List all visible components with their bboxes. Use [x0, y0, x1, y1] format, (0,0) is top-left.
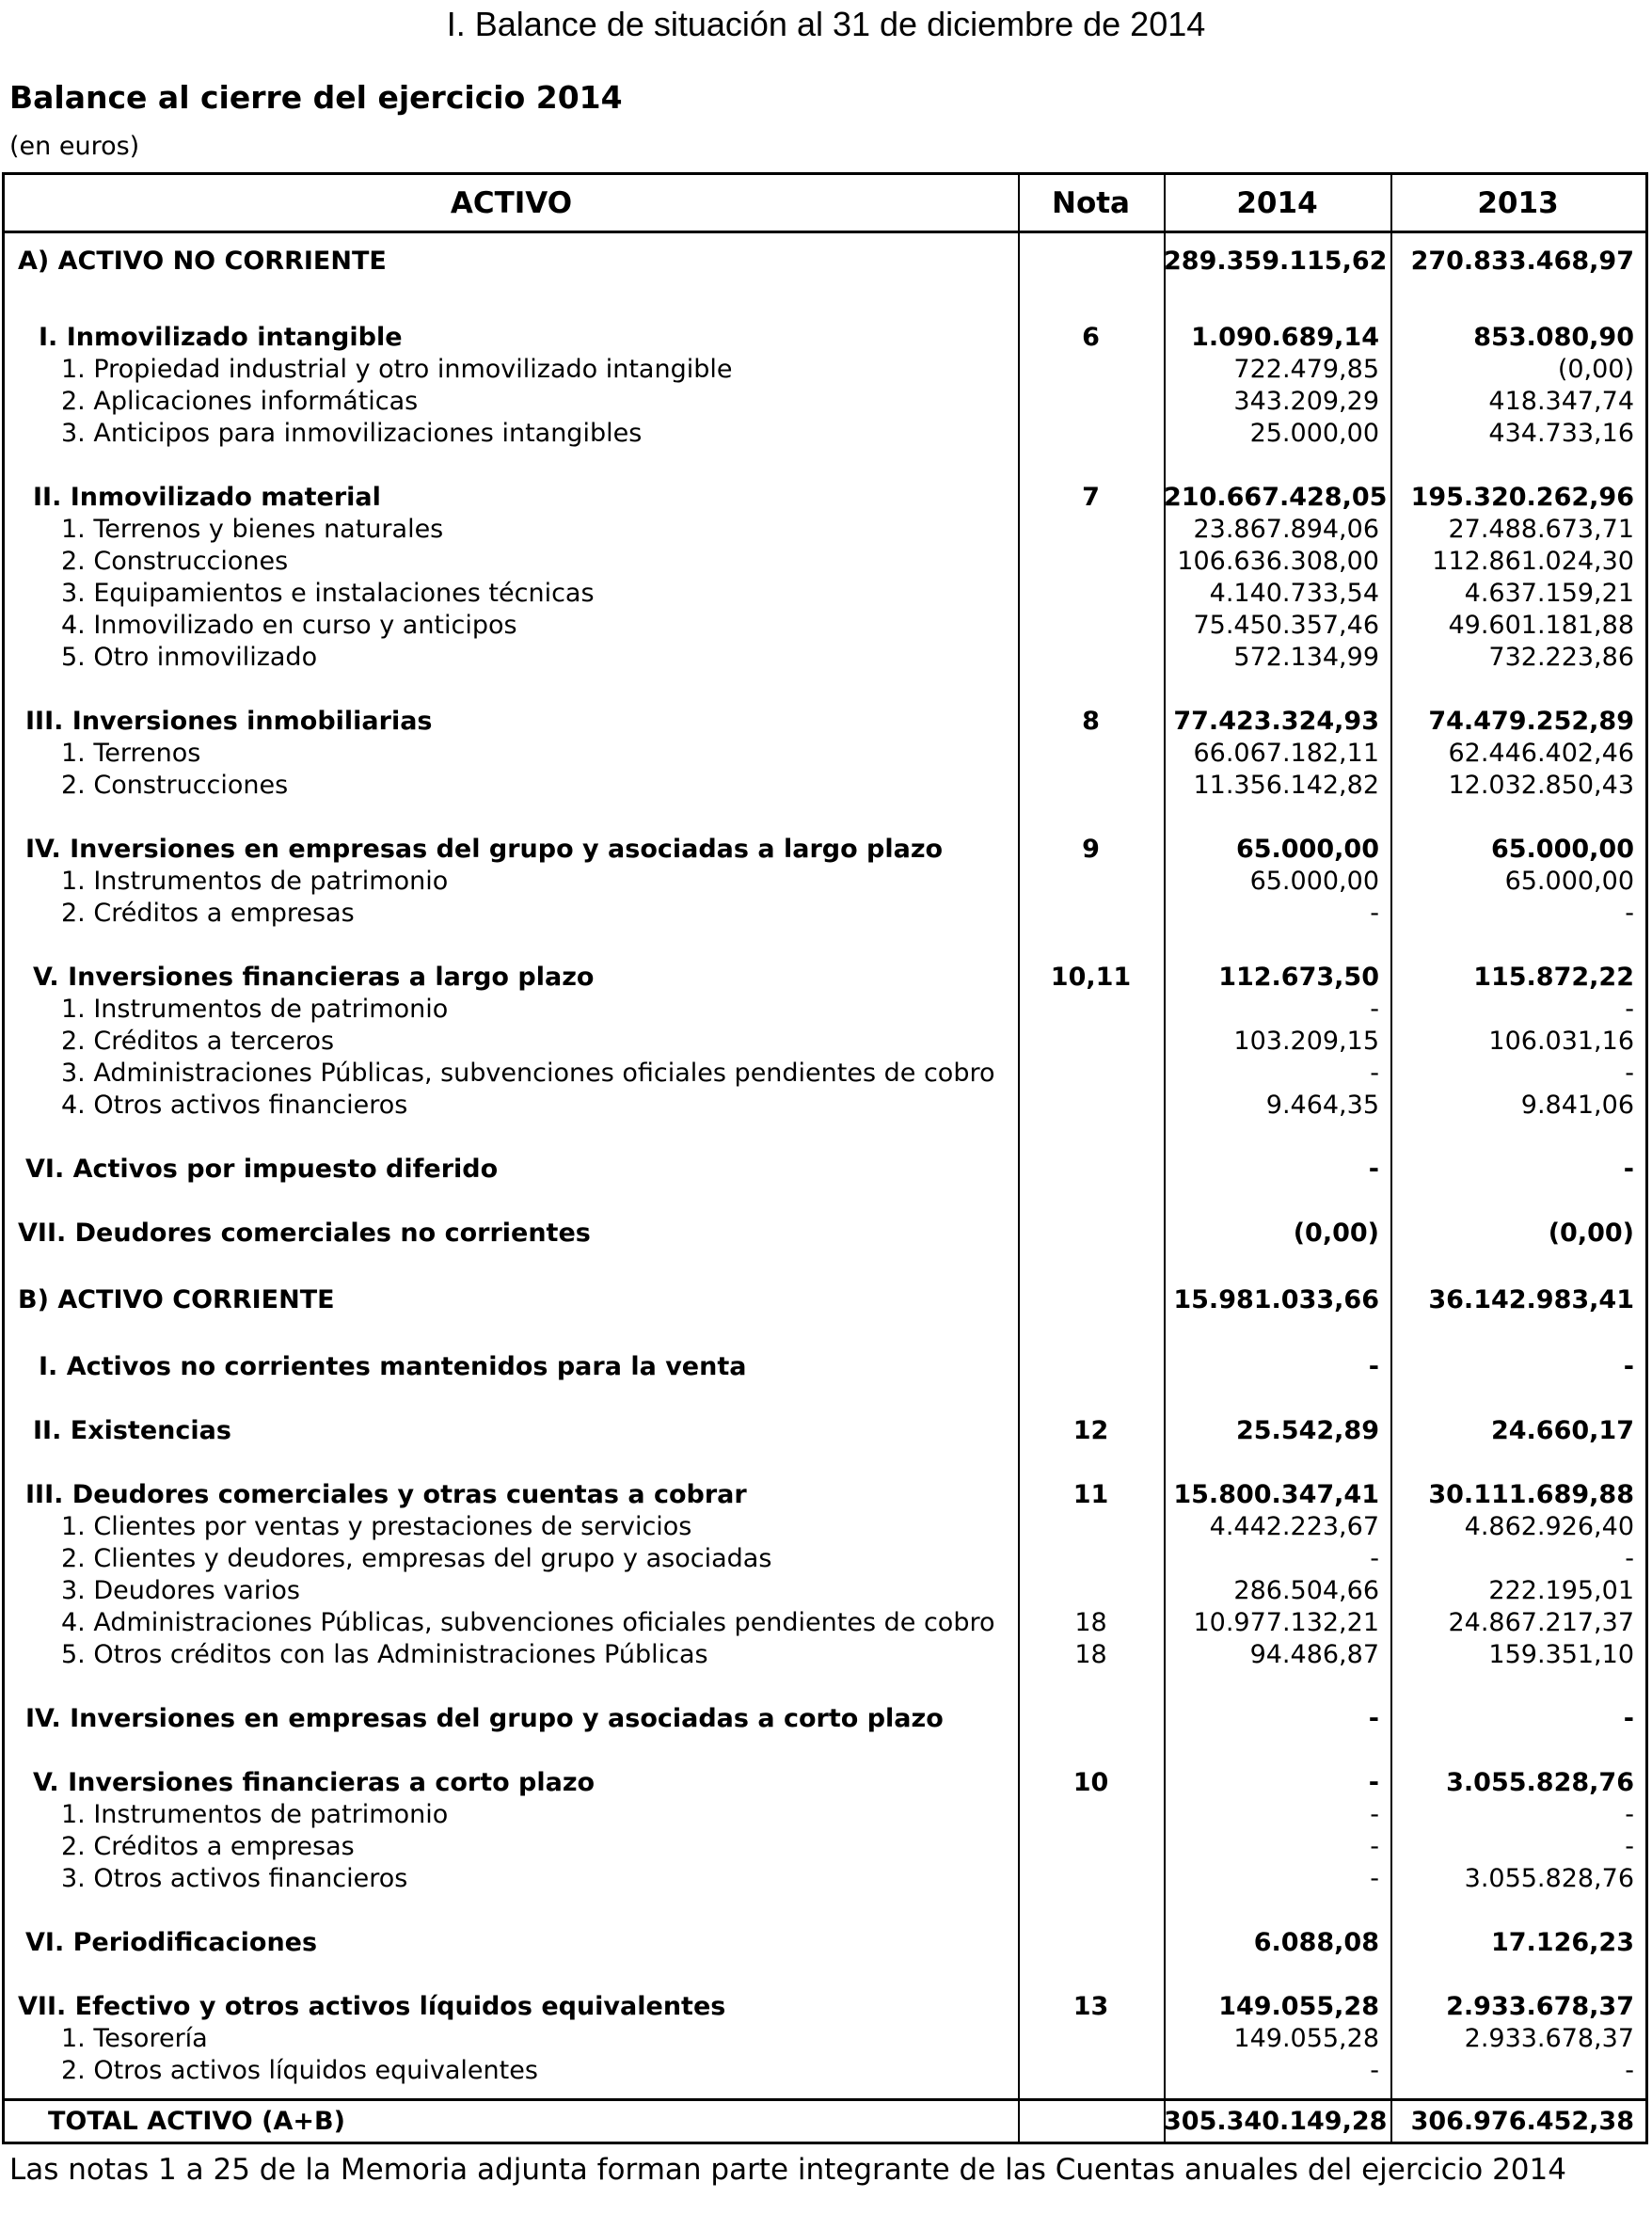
row-value-2013: 12.032.850,43: [1448, 771, 1634, 800]
row-label: IV. Inversiones en empresas del grupo y asociadas a corto plazo: [25, 1704, 944, 1733]
table-row: [5, 1767, 1645, 1799]
row-nota: 7: [1082, 483, 1100, 512]
row-nota: 18: [1074, 1640, 1107, 1669]
row-label: 5. Otros créditos con las Administraciones Públicas: [61, 1640, 708, 1669]
row-label: 5. Otro inmovilizado: [61, 643, 318, 672]
table-row: [5, 1927, 1645, 1959]
row-value-2013: 62.446.402,46: [1448, 739, 1634, 768]
row-label: B) ACTIVO CORRIENTE: [18, 1285, 335, 1314]
row-label: A) ACTIVO NO CORRIENTE: [18, 247, 387, 276]
header-2014: 2014: [1236, 185, 1318, 220]
header-2013: 2013: [1477, 185, 1559, 220]
row-label: VI. Activos por impuesto diferido: [25, 1155, 499, 1184]
row-value-2013: 270.833.468,97: [1410, 247, 1634, 276]
row-label: II. Inmovilizado material: [33, 483, 381, 512]
table-row: [5, 322, 1645, 354]
row-value-2013: -: [1623, 1352, 1634, 1381]
row-nota: 11: [1072, 1480, 1109, 1509]
row-label: 1. Terrenos y bienes naturales: [61, 515, 444, 544]
row-label: 2. Clientes y deudores, empresas del grupo y asociadas: [61, 1544, 772, 1573]
table-row: [5, 1543, 1645, 1575]
row-value-2014: 10.977.132,21: [1193, 1608, 1379, 1637]
table-row: [5, 1991, 1645, 2023]
total-label: TOTAL ACTIVO (A+B): [48, 2107, 345, 2136]
row-value-2013: (0,00): [1557, 355, 1634, 384]
row-value-2014: 94.486,87: [1249, 1640, 1379, 1669]
table-row: [5, 866, 1645, 898]
table-row: [5, 1511, 1645, 1543]
header-divider: [5, 231, 1645, 233]
table-row: [5, 246, 1645, 278]
table-row: [5, 898, 1645, 930]
header-nota: Nota: [1052, 185, 1130, 220]
table-row: [5, 1639, 1645, 1671]
row-value-2014: 289.359.115,62: [1164, 247, 1388, 276]
row-label: 3. Equipamientos e instalaciones técnicas: [61, 579, 595, 608]
row-value-2013: 24.660,17: [1490, 1416, 1634, 1445]
row-value-2013: (0,00): [1548, 1219, 1634, 1248]
row-value-2014: 66.067.182,11: [1193, 739, 1379, 768]
row-value-2013: 24.867.217,37: [1448, 1608, 1634, 1637]
row-value-2014: 149.055,28: [1233, 2024, 1379, 2053]
row-value-2014: 15.981.033,66: [1173, 1285, 1379, 1314]
row-label: 1. Propiedad industrial y otro inmovilizado intangible: [61, 355, 733, 384]
row-label: 3. Anticipos para inmovilizaciones intangibles: [61, 419, 643, 448]
row-label: 4. Administraciones Públicas, subvenciones oficiales pendientes de cobro: [61, 1608, 995, 1637]
table-row: [5, 2023, 1645, 2055]
row-value-2014: 77.423.324,93: [1173, 707, 1379, 736]
row-value-2014: 75.450.357,46: [1193, 611, 1379, 640]
row-value-2014: -: [1370, 1832, 1379, 1861]
table-row: [5, 962, 1645, 994]
row-value-2013: -: [1625, 1800, 1634, 1829]
row-label: VII. Efectivo y otros activos líquidos equivalentes: [18, 1992, 726, 2021]
row-label: 1. Terrenos: [61, 739, 201, 768]
row-nota: 6: [1082, 323, 1100, 352]
row-value-2013: -: [1625, 2056, 1634, 2085]
row-value-2014: 210.667.428,05: [1164, 483, 1388, 512]
row-value-2014: (0,00): [1293, 1219, 1379, 1248]
row-value-2013: -: [1625, 1059, 1634, 1088]
row-label: VII. Deudores comerciales no corrientes: [18, 1219, 591, 1248]
row-label: VI. Periodificaciones: [25, 1928, 318, 1957]
row-label: III. Inversiones inmobiliarias: [25, 707, 433, 736]
row-value-2014: 149.055,28: [1218, 1992, 1379, 2021]
row-value-2013: 2.933.678,37: [1464, 2024, 1634, 2053]
table-row: [5, 1703, 1645, 1735]
row-value-2013: 418.347,74: [1488, 387, 1634, 416]
table-row: [5, 834, 1645, 866]
row-nota: 18: [1074, 1608, 1107, 1637]
row-value-2013: 65.000,00: [1490, 835, 1634, 864]
row-value-2013: 159.351,10: [1488, 1640, 1634, 1669]
row-value-2013: 65.000,00: [1504, 867, 1634, 896]
balance-table: [2, 172, 1648, 2144]
table-row: [5, 482, 1645, 514]
row-value-2014: 25.000,00: [1249, 419, 1379, 448]
table-row: [5, 1607, 1645, 1639]
table-row: [5, 546, 1645, 578]
table-row: [5, 994, 1645, 1026]
row-label: 2. Construcciones: [61, 771, 289, 800]
row-nota: 10,11: [1050, 963, 1132, 992]
table-row: [5, 642, 1645, 674]
row-value-2013: 36.142.983,41: [1428, 1285, 1634, 1314]
row-value-2014: -: [1368, 1352, 1379, 1381]
row-value-2013: 4.862.926,40: [1464, 1512, 1634, 1541]
table-row: [5, 1284, 1645, 1316]
row-value-2013: 222.195,01: [1488, 1576, 1634, 1605]
row-value-2013: 853.080,90: [1473, 323, 1634, 352]
table-row: [5, 1479, 1645, 1511]
table-row: [5, 2055, 1645, 2087]
row-value-2013: 27.488.673,71: [1448, 515, 1634, 544]
row-value-2014: 9.464,35: [1265, 1091, 1379, 1120]
row-value-2013: 74.479.252,89: [1428, 707, 1634, 736]
row-nota: 12: [1072, 1416, 1109, 1445]
row-value-2013: -: [1625, 1832, 1634, 1861]
row-label: II. Existencias: [33, 1416, 231, 1445]
row-label: 2. Créditos a empresas: [61, 1832, 355, 1861]
row-value-2014: -: [1368, 1155, 1379, 1184]
table-row: [5, 1026, 1645, 1058]
table-row: [5, 386, 1645, 418]
row-value-2013: 4.637.159,21: [1464, 579, 1634, 608]
row-value-2013: 195.320.262,96: [1410, 483, 1634, 512]
row-label: 1. Instrumentos de patrimonio: [61, 1800, 449, 1829]
row-label: 1. Tesorería: [61, 2024, 208, 2053]
row-value-2014: 11.356.142,82: [1193, 771, 1379, 800]
row-nota: 13: [1072, 1992, 1109, 2021]
table-row: [5, 610, 1645, 642]
row-value-2013: -: [1625, 899, 1634, 928]
row-label: V. Inversiones financieras a corto plazo: [33, 1768, 596, 1797]
row-nota: 10: [1072, 1768, 1109, 1797]
row-label: 1. Instrumentos de patrimonio: [61, 867, 449, 896]
table-row: [5, 706, 1645, 738]
row-value-2014: -: [1368, 1704, 1379, 1733]
header-activo: ACTIVO: [450, 185, 573, 220]
row-value-2013: -: [1625, 1544, 1634, 1573]
row-value-2014: -: [1370, 1864, 1379, 1893]
row-label: 3. Administraciones Públicas, subvenciones oficiales pendientes de cobro: [61, 1059, 995, 1088]
total-row: [5, 2101, 1645, 2142]
row-label: III. Deudores comerciales y otras cuentas a cobrar: [25, 1480, 747, 1509]
row-value-2013: 3.055.828,76: [1464, 1864, 1634, 1893]
row-value-2013: 112.861.024,30: [1432, 547, 1634, 576]
table-row: [5, 578, 1645, 610]
row-value-2013: 732.223,86: [1488, 643, 1634, 672]
row-label: 2. Otros activos líquidos equivalentes: [61, 2056, 538, 2085]
row-value-2014: 106.636.308,00: [1177, 547, 1379, 576]
table-row: [5, 1351, 1645, 1383]
row-label: 3. Deudores varios: [61, 1576, 300, 1605]
row-label: 2. Créditos a terceros: [61, 1027, 335, 1056]
page-title: I. Balance de situación al 31 de diciembre de 2014: [446, 5, 1206, 43]
row-label: 3. Otros activos financieros: [61, 1864, 408, 1893]
table-row: [5, 514, 1645, 546]
row-label: I. Inmovilizado intangible: [39, 323, 403, 352]
row-label: 2. Créditos a empresas: [61, 899, 355, 928]
row-value-2013: -: [1623, 1155, 1634, 1184]
row-value-2014: -: [1370, 2056, 1379, 2085]
row-value-2014: -: [1370, 899, 1379, 928]
table-row: [5, 418, 1645, 450]
table-row: [5, 1058, 1645, 1090]
row-value-2013: 434.733,16: [1488, 419, 1634, 448]
row-label: IV. Inversiones en empresas del grupo y asociadas a largo plazo: [25, 835, 944, 864]
table-row: [5, 738, 1645, 770]
row-value-2014: -: [1368, 1768, 1379, 1797]
footer-note: Las notas 1 a 25 de la Memoria adjunta forman parte integrante de las Cuentas anuales del ejercicio 2014: [9, 2153, 1566, 2187]
row-value-2013: 49.601.181,88: [1448, 611, 1634, 640]
row-value-2014: -: [1370, 1059, 1379, 1088]
row-nota: 8: [1082, 707, 1100, 736]
row-value-2014: 103.209,15: [1233, 1027, 1379, 1056]
row-value-2014: 15.800.347,41: [1173, 1480, 1379, 1509]
row-label: 1. Instrumentos de patrimonio: [61, 995, 449, 1024]
row-value-2014: 4.140.733,54: [1209, 579, 1379, 608]
row-value-2013: 30.111.689,88: [1428, 1480, 1634, 1509]
table-row: [5, 1415, 1645, 1447]
row-label: 1. Clientes por ventas y prestaciones de servicios: [61, 1512, 692, 1541]
table-row: [5, 1154, 1645, 1186]
row-value-2013: 115.872,22: [1473, 963, 1634, 992]
table-row: [5, 770, 1645, 802]
row-label: I. Activos no corrientes mantenidos para la venta: [39, 1352, 747, 1381]
row-value-2013: 3.055.828,76: [1446, 1768, 1634, 1797]
row-value-2013: 2.933.678,37: [1446, 1992, 1634, 2021]
row-value-2013: 17.126,23: [1490, 1928, 1634, 1957]
table-row: [5, 1090, 1645, 1122]
row-value-2014: 23.867.894,06: [1193, 515, 1379, 544]
row-value-2014: 1.090.689,14: [1191, 323, 1379, 352]
total-2013: 306.976.452,38: [1410, 2107, 1634, 2136]
table-row: [5, 1575, 1645, 1607]
table-row: [5, 1799, 1645, 1831]
row-label: 4. Inmovilizado en curso y anticipos: [61, 611, 517, 640]
row-label: 2. Aplicaciones informáticas: [61, 387, 419, 416]
units-note: (en euros): [9, 132, 140, 161]
row-value-2013: 106.031,16: [1488, 1027, 1634, 1056]
row-value-2014: 65.000,00: [1249, 867, 1379, 896]
row-value-2014: 65.000,00: [1235, 835, 1379, 864]
row-value-2014: 112.673,50: [1218, 963, 1379, 992]
row-value-2014: 25.542,89: [1235, 1416, 1379, 1445]
total-2014: 305.340.149,28: [1164, 2107, 1388, 2136]
row-value-2013: 9.841,06: [1520, 1091, 1634, 1120]
row-value-2014: 722.479,85: [1233, 355, 1379, 384]
row-value-2014: -: [1370, 995, 1379, 1024]
row-value-2014: 572.134,99: [1233, 643, 1379, 672]
row-value-2014: -: [1370, 1544, 1379, 1573]
document-heading: Balance al cierre del ejercicio 2014: [9, 79, 623, 116]
row-value-2014: 286.504,66: [1233, 1576, 1379, 1605]
table-row: [5, 1863, 1645, 1895]
table-row: [5, 354, 1645, 386]
table-row: [5, 1831, 1645, 1863]
row-value-2014: 6.088,08: [1253, 1928, 1379, 1957]
row-value-2013: -: [1623, 1704, 1634, 1733]
row-value-2014: 4.442.223,67: [1209, 1512, 1379, 1541]
row-value-2014: -: [1370, 1800, 1379, 1829]
table-row: [5, 1218, 1645, 1250]
row-label: 4. Otros activos financieros: [61, 1091, 408, 1120]
row-nota: 9: [1082, 835, 1100, 864]
row-value-2014: 343.209,29: [1233, 387, 1379, 416]
row-label: V. Inversiones financieras a largo plazo: [33, 963, 595, 992]
row-label: 2. Construcciones: [61, 547, 289, 576]
row-value-2013: -: [1625, 995, 1634, 1024]
